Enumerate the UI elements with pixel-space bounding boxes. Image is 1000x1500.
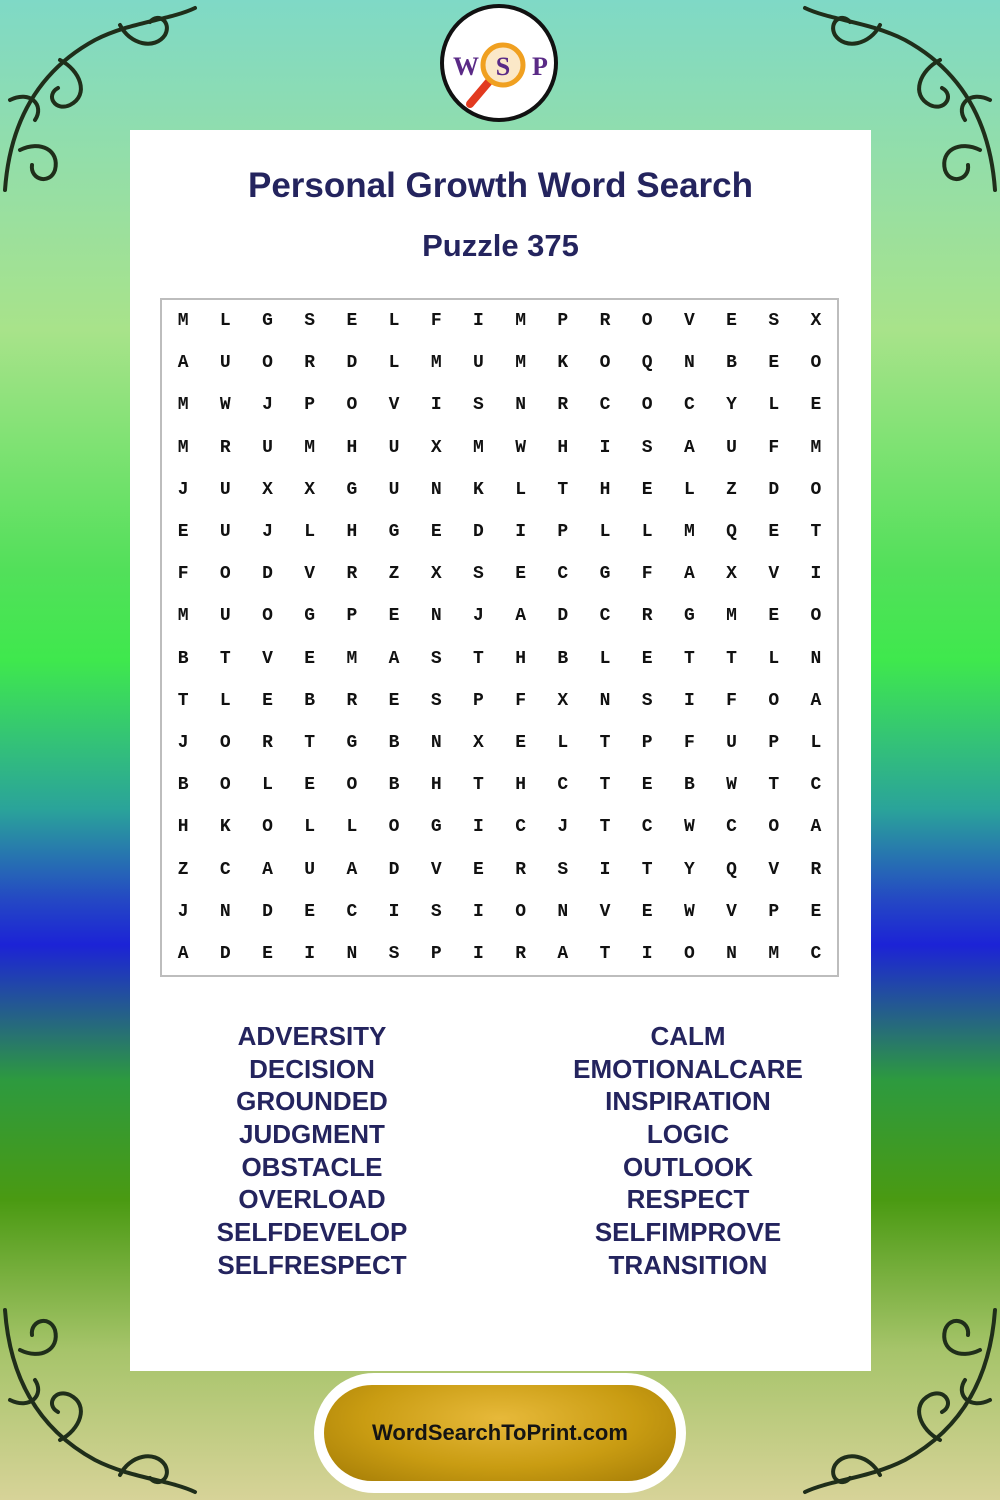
grid-cell[interactable]: P bbox=[557, 311, 569, 332]
grid-cell[interactable]: O bbox=[219, 775, 231, 796]
grid-cell[interactable]: N bbox=[599, 690, 611, 711]
grid-cell[interactable]: Q bbox=[726, 522, 737, 543]
grid-cell[interactable]: F bbox=[726, 690, 737, 711]
grid-cell[interactable]: I bbox=[430, 395, 442, 416]
grid-cell[interactable]: P bbox=[430, 943, 442, 964]
grid-cell[interactable]: X bbox=[557, 690, 569, 711]
grid-cell[interactable]: E bbox=[388, 690, 400, 711]
grid-cell[interactable]: I bbox=[388, 901, 400, 922]
grid-cell[interactable]: M bbox=[683, 522, 695, 543]
grid-cell[interactable]: V bbox=[388, 395, 400, 416]
word-list-left bbox=[162, 1020, 462, 1282]
grid-cell[interactable]: G bbox=[599, 564, 611, 585]
grid-cell[interactable]: W bbox=[515, 437, 526, 458]
grid-cell[interactable]: G bbox=[346, 479, 358, 500]
grid-cell[interactable]: C bbox=[683, 395, 695, 416]
grid-cell[interactable]: X bbox=[304, 479, 316, 500]
grid-cell[interactable]: L bbox=[262, 775, 273, 796]
grid-cell[interactable]: C bbox=[515, 817, 526, 838]
grid-cell[interactable]: S bbox=[473, 564, 484, 585]
grid-cell[interactable]: H bbox=[346, 522, 358, 543]
grid-cell[interactable]: H bbox=[430, 775, 442, 796]
word-list-right bbox=[538, 1020, 838, 1282]
grid-cell[interactable]: J bbox=[557, 817, 569, 838]
grid-cell[interactable]: U bbox=[726, 732, 737, 753]
grid-cell[interactable]: E bbox=[515, 732, 526, 753]
grid-cell[interactable]: J bbox=[473, 606, 484, 627]
grid-cell[interactable]: N bbox=[810, 648, 822, 669]
grid-cell[interactable]: L bbox=[515, 479, 526, 500]
grid-cell[interactable]: S bbox=[430, 901, 442, 922]
grid-cell[interactable]: W bbox=[219, 395, 231, 416]
grid-cell[interactable]: E bbox=[346, 311, 358, 332]
grid-cell[interactable]: R bbox=[304, 353, 316, 374]
grid-cell[interactable]: E bbox=[304, 901, 316, 922]
grid-cell[interactable]: U bbox=[304, 859, 316, 880]
grid-cell[interactable]: M bbox=[304, 437, 316, 458]
grid-cell[interactable]: O bbox=[515, 901, 526, 922]
word-list-item: SELFDEVELOP bbox=[216, 1217, 408, 1248]
word-list-item: EMOTIONALCARE bbox=[573, 1053, 803, 1084]
grid-cell[interactable]: P bbox=[641, 732, 653, 753]
grid-cell[interactable]: O bbox=[641, 311, 653, 332]
grid-cell[interactable]: T bbox=[304, 732, 316, 753]
grid-cell[interactable]: A bbox=[810, 690, 822, 711]
grid-cell[interactable]: D bbox=[473, 522, 484, 543]
grid-cell[interactable]: G bbox=[430, 817, 442, 838]
grid-cell[interactable]: T bbox=[726, 648, 737, 669]
grid-cell[interactable]: C bbox=[810, 775, 822, 796]
grid-cell[interactable]: E bbox=[768, 606, 780, 627]
grid-cell[interactable]: P bbox=[768, 732, 780, 753]
grid-cell[interactable]: B bbox=[388, 775, 400, 796]
grid-cell[interactable]: S bbox=[388, 943, 400, 964]
grid-cell[interactable]: R bbox=[515, 859, 526, 880]
grid-cell[interactable]: R bbox=[346, 564, 358, 585]
grid-cell[interactable]: K bbox=[557, 353, 569, 374]
grid-cell[interactable]: T bbox=[599, 943, 611, 964]
word-list-item: GROUNDED bbox=[236, 1086, 388, 1117]
grid-cell[interactable]: E bbox=[177, 522, 189, 543]
word-list-item: RESPECT bbox=[626, 1184, 750, 1215]
grid-cell[interactable]: T bbox=[641, 859, 653, 880]
grid-cell[interactable]: E bbox=[262, 943, 273, 964]
grid-cell[interactable]: I bbox=[304, 943, 316, 964]
grid-cell[interactable]: C bbox=[557, 775, 569, 796]
grid-cell[interactable]: M bbox=[430, 353, 442, 374]
grid-cell[interactable]: W bbox=[726, 775, 737, 796]
grid-cell[interactable]: B bbox=[177, 648, 189, 669]
grid-cell[interactable]: J bbox=[262, 522, 273, 543]
grid-cell[interactable]: D bbox=[346, 353, 358, 374]
grid-cell[interactable]: L bbox=[219, 311, 231, 332]
grid-cell[interactable]: E bbox=[473, 859, 484, 880]
grid-cell[interactable]: E bbox=[262, 690, 273, 711]
grid-cell[interactable]: D bbox=[219, 943, 231, 964]
grid-cell[interactable]: X bbox=[726, 564, 737, 585]
grid-cell[interactable]: T bbox=[177, 690, 189, 711]
word-list-item: CALM bbox=[650, 1021, 726, 1051]
grid-cell[interactable]: L bbox=[304, 817, 316, 838]
puzzle-sheet bbox=[130, 130, 871, 1371]
word-list-item: SELFRESPECT bbox=[217, 1249, 407, 1280]
grid-cell[interactable]: F bbox=[641, 564, 653, 585]
grid-cell[interactable]: A bbox=[177, 353, 189, 374]
grid-cell[interactable]: O bbox=[810, 606, 822, 627]
grid-cell[interactable]: E bbox=[388, 606, 400, 627]
grid-cell[interactable]: E bbox=[726, 311, 737, 332]
grid-cell[interactable]: S bbox=[304, 311, 316, 332]
grid-cell[interactable]: N bbox=[430, 606, 442, 627]
grid-cell[interactable]: U bbox=[388, 437, 400, 458]
grid-cell[interactable]: I bbox=[599, 437, 611, 458]
grid-cell[interactable]: G bbox=[346, 732, 358, 753]
grid-cell[interactable]: H bbox=[599, 479, 611, 500]
grid-cell[interactable]: I bbox=[473, 943, 484, 964]
grid-cell[interactable]: E bbox=[768, 522, 780, 543]
grid-cell[interactable]: G bbox=[683, 606, 695, 627]
grid-cell[interactable]: L bbox=[388, 353, 400, 374]
grid-cell[interactable]: O bbox=[262, 817, 273, 838]
grid-cell[interactable]: A bbox=[262, 859, 273, 880]
grid-cell[interactable]: C bbox=[810, 943, 822, 964]
grid-cell[interactable]: A bbox=[515, 606, 526, 627]
word-list-item: OBSTACLE bbox=[241, 1151, 383, 1182]
logo-letter-s: S bbox=[495, 52, 511, 81]
grid-cell[interactable]: M bbox=[177, 311, 189, 332]
letter-grid bbox=[160, 298, 839, 977]
grid-cell[interactable]: D bbox=[388, 859, 400, 880]
grid-cell[interactable]: O bbox=[810, 479, 822, 500]
grid-cell[interactable]: I bbox=[473, 817, 484, 838]
footer-badge bbox=[314, 1373, 686, 1493]
grid-cell[interactable]: L bbox=[304, 522, 316, 543]
grid-cell[interactable]: L bbox=[641, 522, 653, 543]
grid-cell[interactable]: I bbox=[810, 564, 822, 585]
grid-cell[interactable]: V bbox=[768, 859, 780, 880]
grid-cell[interactable]: J bbox=[177, 479, 189, 500]
grid-cell[interactable]: E bbox=[641, 648, 653, 669]
grid-cell[interactable]: F bbox=[430, 311, 442, 332]
grid-cell[interactable]: E bbox=[304, 648, 316, 669]
grid-cell[interactable]: R bbox=[515, 943, 526, 964]
grid-cell[interactable]: Y bbox=[683, 859, 695, 880]
grid-cell[interactable]: V bbox=[768, 564, 780, 585]
grid-cell[interactable]: E bbox=[810, 395, 822, 416]
grid-cell[interactable]: C bbox=[219, 859, 231, 880]
word-list-item: OUTLOOK bbox=[623, 1151, 753, 1182]
grid-cell[interactable]: X bbox=[262, 479, 273, 500]
grid-cell[interactable]: B bbox=[557, 648, 569, 669]
grid-cell[interactable]: N bbox=[726, 943, 737, 964]
grid-cell[interactable]: C bbox=[346, 901, 358, 922]
grid-cell[interactable]: X bbox=[430, 437, 442, 458]
grid-cell[interactable]: F bbox=[515, 690, 526, 711]
logo-letter-p: P bbox=[532, 52, 548, 81]
grid-cell[interactable]: K bbox=[219, 817, 231, 838]
grid-cell[interactable]: T bbox=[810, 522, 822, 543]
grid-cell[interactable]: B bbox=[304, 690, 316, 711]
word-list-item: INSPIRATION bbox=[605, 1086, 771, 1117]
grid-cell[interactable]: Z bbox=[177, 859, 189, 880]
grid-cell[interactable]: D bbox=[262, 901, 273, 922]
word-list-item: LOGIC bbox=[646, 1119, 730, 1150]
grid-cell[interactable]: T bbox=[599, 817, 611, 838]
grid-cell[interactable]: A bbox=[388, 648, 400, 669]
grid-cell[interactable]: H bbox=[177, 817, 189, 838]
grid-cell[interactable]: M bbox=[346, 648, 358, 669]
grid-cell[interactable]: N bbox=[219, 901, 231, 922]
grid-cell[interactable]: D bbox=[768, 479, 780, 500]
grid-cell[interactable]: Q bbox=[726, 859, 737, 880]
grid-cell[interactable]: F bbox=[177, 564, 189, 585]
grid-cell[interactable]: O bbox=[346, 775, 358, 796]
grid-cell[interactable]: M bbox=[473, 437, 484, 458]
grid-cell[interactable]: U bbox=[262, 437, 273, 458]
grid-cell[interactable]: O bbox=[346, 395, 358, 416]
grid-cell[interactable]: P bbox=[346, 606, 358, 627]
grid-cell[interactable]: I bbox=[683, 690, 695, 711]
grid-cell[interactable]: N bbox=[683, 353, 695, 374]
grid-cell[interactable]: A bbox=[177, 943, 189, 964]
grid-cell[interactable]: O bbox=[388, 817, 400, 838]
grid-cell[interactable]: C bbox=[599, 606, 611, 627]
site-link[interactable]: WordSearchToPrint.com bbox=[324, 1385, 676, 1481]
grid-cell[interactable]: L bbox=[599, 522, 611, 543]
grid-cell[interactable]: N bbox=[430, 732, 442, 753]
grid-cell[interactable]: X bbox=[810, 311, 822, 332]
grid-cell[interactable]: E bbox=[641, 901, 653, 922]
grid-cell[interactable]: Y bbox=[726, 395, 737, 416]
grid-cell[interactable]: V bbox=[430, 859, 442, 880]
grid-cell[interactable]: O bbox=[219, 564, 231, 585]
grid-cell[interactable]: E bbox=[641, 775, 653, 796]
grid-cell[interactable]: G bbox=[388, 522, 400, 543]
grid-cell[interactable]: R bbox=[557, 395, 569, 416]
grid-cell[interactable]: N bbox=[515, 395, 526, 416]
grid-cell[interactable]: P bbox=[304, 395, 316, 416]
grid-cell[interactable]: A bbox=[683, 564, 695, 585]
grid-cell[interactable]: V bbox=[599, 901, 611, 922]
grid-cell[interactable]: G bbox=[262, 311, 273, 332]
word-list-item: JUDGMENT bbox=[239, 1119, 385, 1150]
grid-cell[interactable]: E bbox=[430, 522, 442, 543]
grid-cell[interactable]: R bbox=[346, 690, 358, 711]
grid-cell[interactable]: O bbox=[599, 353, 611, 374]
grid-cell[interactable]: I bbox=[599, 859, 611, 880]
grid-cell[interactable]: L bbox=[557, 732, 569, 753]
grid-cell[interactable]: I bbox=[473, 311, 484, 332]
grid-cell[interactable]: T bbox=[473, 648, 484, 669]
grid-cell[interactable]: C bbox=[599, 395, 611, 416]
grid-cell[interactable]: A bbox=[557, 943, 569, 964]
grid-cell[interactable]: S bbox=[768, 311, 780, 332]
grid-cell[interactable]: S bbox=[641, 437, 653, 458]
grid-cell[interactable]: R bbox=[810, 859, 822, 880]
grid-cell[interactable]: E bbox=[768, 353, 780, 374]
grid-cell[interactable]: O bbox=[219, 732, 231, 753]
grid-cell[interactable]: G bbox=[304, 606, 316, 627]
grid-cell[interactable]: T bbox=[599, 775, 611, 796]
grid-cell[interactable]: M bbox=[515, 311, 526, 332]
grid-cell[interactable]: S bbox=[473, 395, 484, 416]
grid-cell[interactable]: B bbox=[177, 775, 189, 796]
grid-cell[interactable]: T bbox=[683, 648, 695, 669]
grid-cell[interactable]: P bbox=[768, 901, 780, 922]
grid-cell[interactable]: D bbox=[262, 564, 273, 585]
grid-cell[interactable]: M bbox=[177, 395, 189, 416]
grid-cell[interactable]: X bbox=[430, 564, 442, 585]
grid-cell[interactable]: T bbox=[768, 775, 780, 796]
grid-cell[interactable]: U bbox=[219, 353, 231, 374]
grid-cell[interactable]: M bbox=[726, 606, 737, 627]
grid-cell[interactable]: S bbox=[641, 690, 653, 711]
grid-cell[interactable]: R bbox=[599, 311, 611, 332]
grid-cell[interactable]: M bbox=[177, 437, 189, 458]
grid-cell[interactable]: L bbox=[346, 817, 358, 838]
grid-cell[interactable]: V bbox=[683, 311, 695, 332]
grid-cell[interactable]: O bbox=[768, 817, 780, 838]
grid-cell[interactable]: O bbox=[262, 606, 273, 627]
grid-cell[interactable]: O bbox=[262, 353, 273, 374]
grid-cell[interactable]: Q bbox=[641, 353, 653, 374]
grid-cell[interactable]: E bbox=[641, 479, 653, 500]
grid-cell[interactable]: F bbox=[768, 437, 780, 458]
grid-cell[interactable]: B bbox=[726, 353, 737, 374]
grid-cell[interactable]: L bbox=[599, 648, 611, 669]
word-list-item: TRANSITION bbox=[608, 1249, 768, 1280]
grid-cell[interactable]: F bbox=[683, 732, 695, 753]
grid-cell[interactable]: L bbox=[388, 311, 400, 332]
grid-cell[interactable]: S bbox=[430, 690, 442, 711]
grid-cell[interactable]: J bbox=[177, 732, 189, 753]
grid-cell[interactable]: T bbox=[219, 648, 231, 669]
grid-cell[interactable]: M bbox=[810, 437, 822, 458]
grid-cell[interactable]: U bbox=[219, 606, 231, 627]
grid-cell[interactable]: L bbox=[810, 732, 822, 753]
word-list-item: DECISION bbox=[249, 1053, 375, 1084]
grid-cell[interactable]: H bbox=[515, 775, 526, 796]
grid-cell[interactable]: Z bbox=[726, 479, 737, 500]
grid-cell[interactable]: J bbox=[262, 395, 273, 416]
grid-cell[interactable]: M bbox=[177, 606, 189, 627]
grid-cell[interactable]: A bbox=[810, 817, 822, 838]
grid-cell[interactable]: S bbox=[557, 859, 569, 880]
grid-cell[interactable]: E bbox=[515, 564, 526, 585]
word-list-item: SELFIMPROVE bbox=[594, 1217, 782, 1248]
grid-cell[interactable]: V bbox=[304, 564, 316, 585]
grid-cell[interactable]: U bbox=[726, 437, 737, 458]
grid-cell[interactable]: T bbox=[599, 732, 611, 753]
grid-cell[interactable]: A bbox=[683, 437, 695, 458]
grid-cell[interactable]: R bbox=[219, 437, 231, 458]
grid-cell[interactable]: I bbox=[473, 901, 484, 922]
grid-cell[interactable]: N bbox=[557, 901, 569, 922]
grid-cell[interactable]: C bbox=[726, 817, 737, 838]
grid-cell[interactable]: O bbox=[810, 353, 822, 374]
grid-cell[interactable]: C bbox=[557, 564, 569, 585]
grid-cell[interactable]: N bbox=[430, 479, 442, 500]
grid-cell[interactable]: I bbox=[641, 943, 653, 964]
grid-cell[interactable]: N bbox=[346, 943, 358, 964]
grid-cell[interactable]: L bbox=[768, 648, 780, 669]
grid-cell[interactable]: B bbox=[388, 732, 400, 753]
logo-letter-w: W bbox=[453, 52, 479, 81]
grid-cell[interactable]: W bbox=[683, 901, 695, 922]
site-logo[interactable] bbox=[440, 4, 558, 122]
grid-cell[interactable]: R bbox=[262, 732, 273, 753]
grid-cell[interactable]: W bbox=[683, 817, 695, 838]
grid-cell[interactable]: O bbox=[768, 690, 780, 711]
grid-cell[interactable]: D bbox=[557, 606, 569, 627]
grid-cell[interactable]: O bbox=[683, 943, 695, 964]
grid-cell[interactable]: P bbox=[557, 522, 569, 543]
grid-cell[interactable]: U bbox=[219, 479, 231, 500]
page-title: Personal Growth Word Search bbox=[247, 166, 754, 205]
grid-cell[interactable]: H bbox=[346, 437, 358, 458]
grid-cell[interactable]: X bbox=[473, 732, 484, 753]
grid-cell[interactable]: I bbox=[515, 522, 526, 543]
grid-cell[interactable]: Z bbox=[388, 564, 400, 585]
grid-cell[interactable]: L bbox=[683, 479, 695, 500]
grid-cell[interactable]: J bbox=[177, 901, 189, 922]
word-list-item: ADVERSITY bbox=[237, 1021, 387, 1051]
grid-cell[interactable]: C bbox=[641, 817, 653, 838]
grid-cell[interactable]: E bbox=[304, 775, 316, 796]
grid-cell[interactable]: H bbox=[515, 648, 526, 669]
grid-cell[interactable]: P bbox=[473, 690, 484, 711]
grid-cell[interactable]: M bbox=[768, 943, 780, 964]
grid-cell[interactable]: V bbox=[726, 901, 737, 922]
grid-cell[interactable]: M bbox=[515, 353, 526, 374]
grid-cell[interactable]: A bbox=[346, 859, 358, 880]
grid-cell[interactable]: B bbox=[683, 775, 695, 796]
grid-cell[interactable]: E bbox=[810, 901, 822, 922]
grid-cell[interactable]: H bbox=[557, 437, 569, 458]
grid-cell[interactable]: S bbox=[430, 648, 442, 669]
grid-cell[interactable]: R bbox=[641, 606, 653, 627]
grid-cell[interactable]: T bbox=[473, 775, 484, 796]
grid-cell[interactable]: U bbox=[473, 353, 484, 374]
grid-cell[interactable]: V bbox=[262, 648, 273, 669]
word-list-item: OVERLOAD bbox=[238, 1184, 386, 1215]
grid-cell[interactable]: O bbox=[641, 395, 653, 416]
grid-cell[interactable]: L bbox=[219, 690, 231, 711]
grid-cell[interactable]: U bbox=[388, 479, 400, 500]
grid-cell[interactable]: T bbox=[557, 479, 569, 500]
grid-cell[interactable]: K bbox=[473, 479, 484, 500]
grid-cell[interactable]: L bbox=[768, 395, 780, 416]
grid-cell[interactable]: U bbox=[219, 522, 231, 543]
puzzle-number: Puzzle 375 bbox=[422, 228, 579, 263]
